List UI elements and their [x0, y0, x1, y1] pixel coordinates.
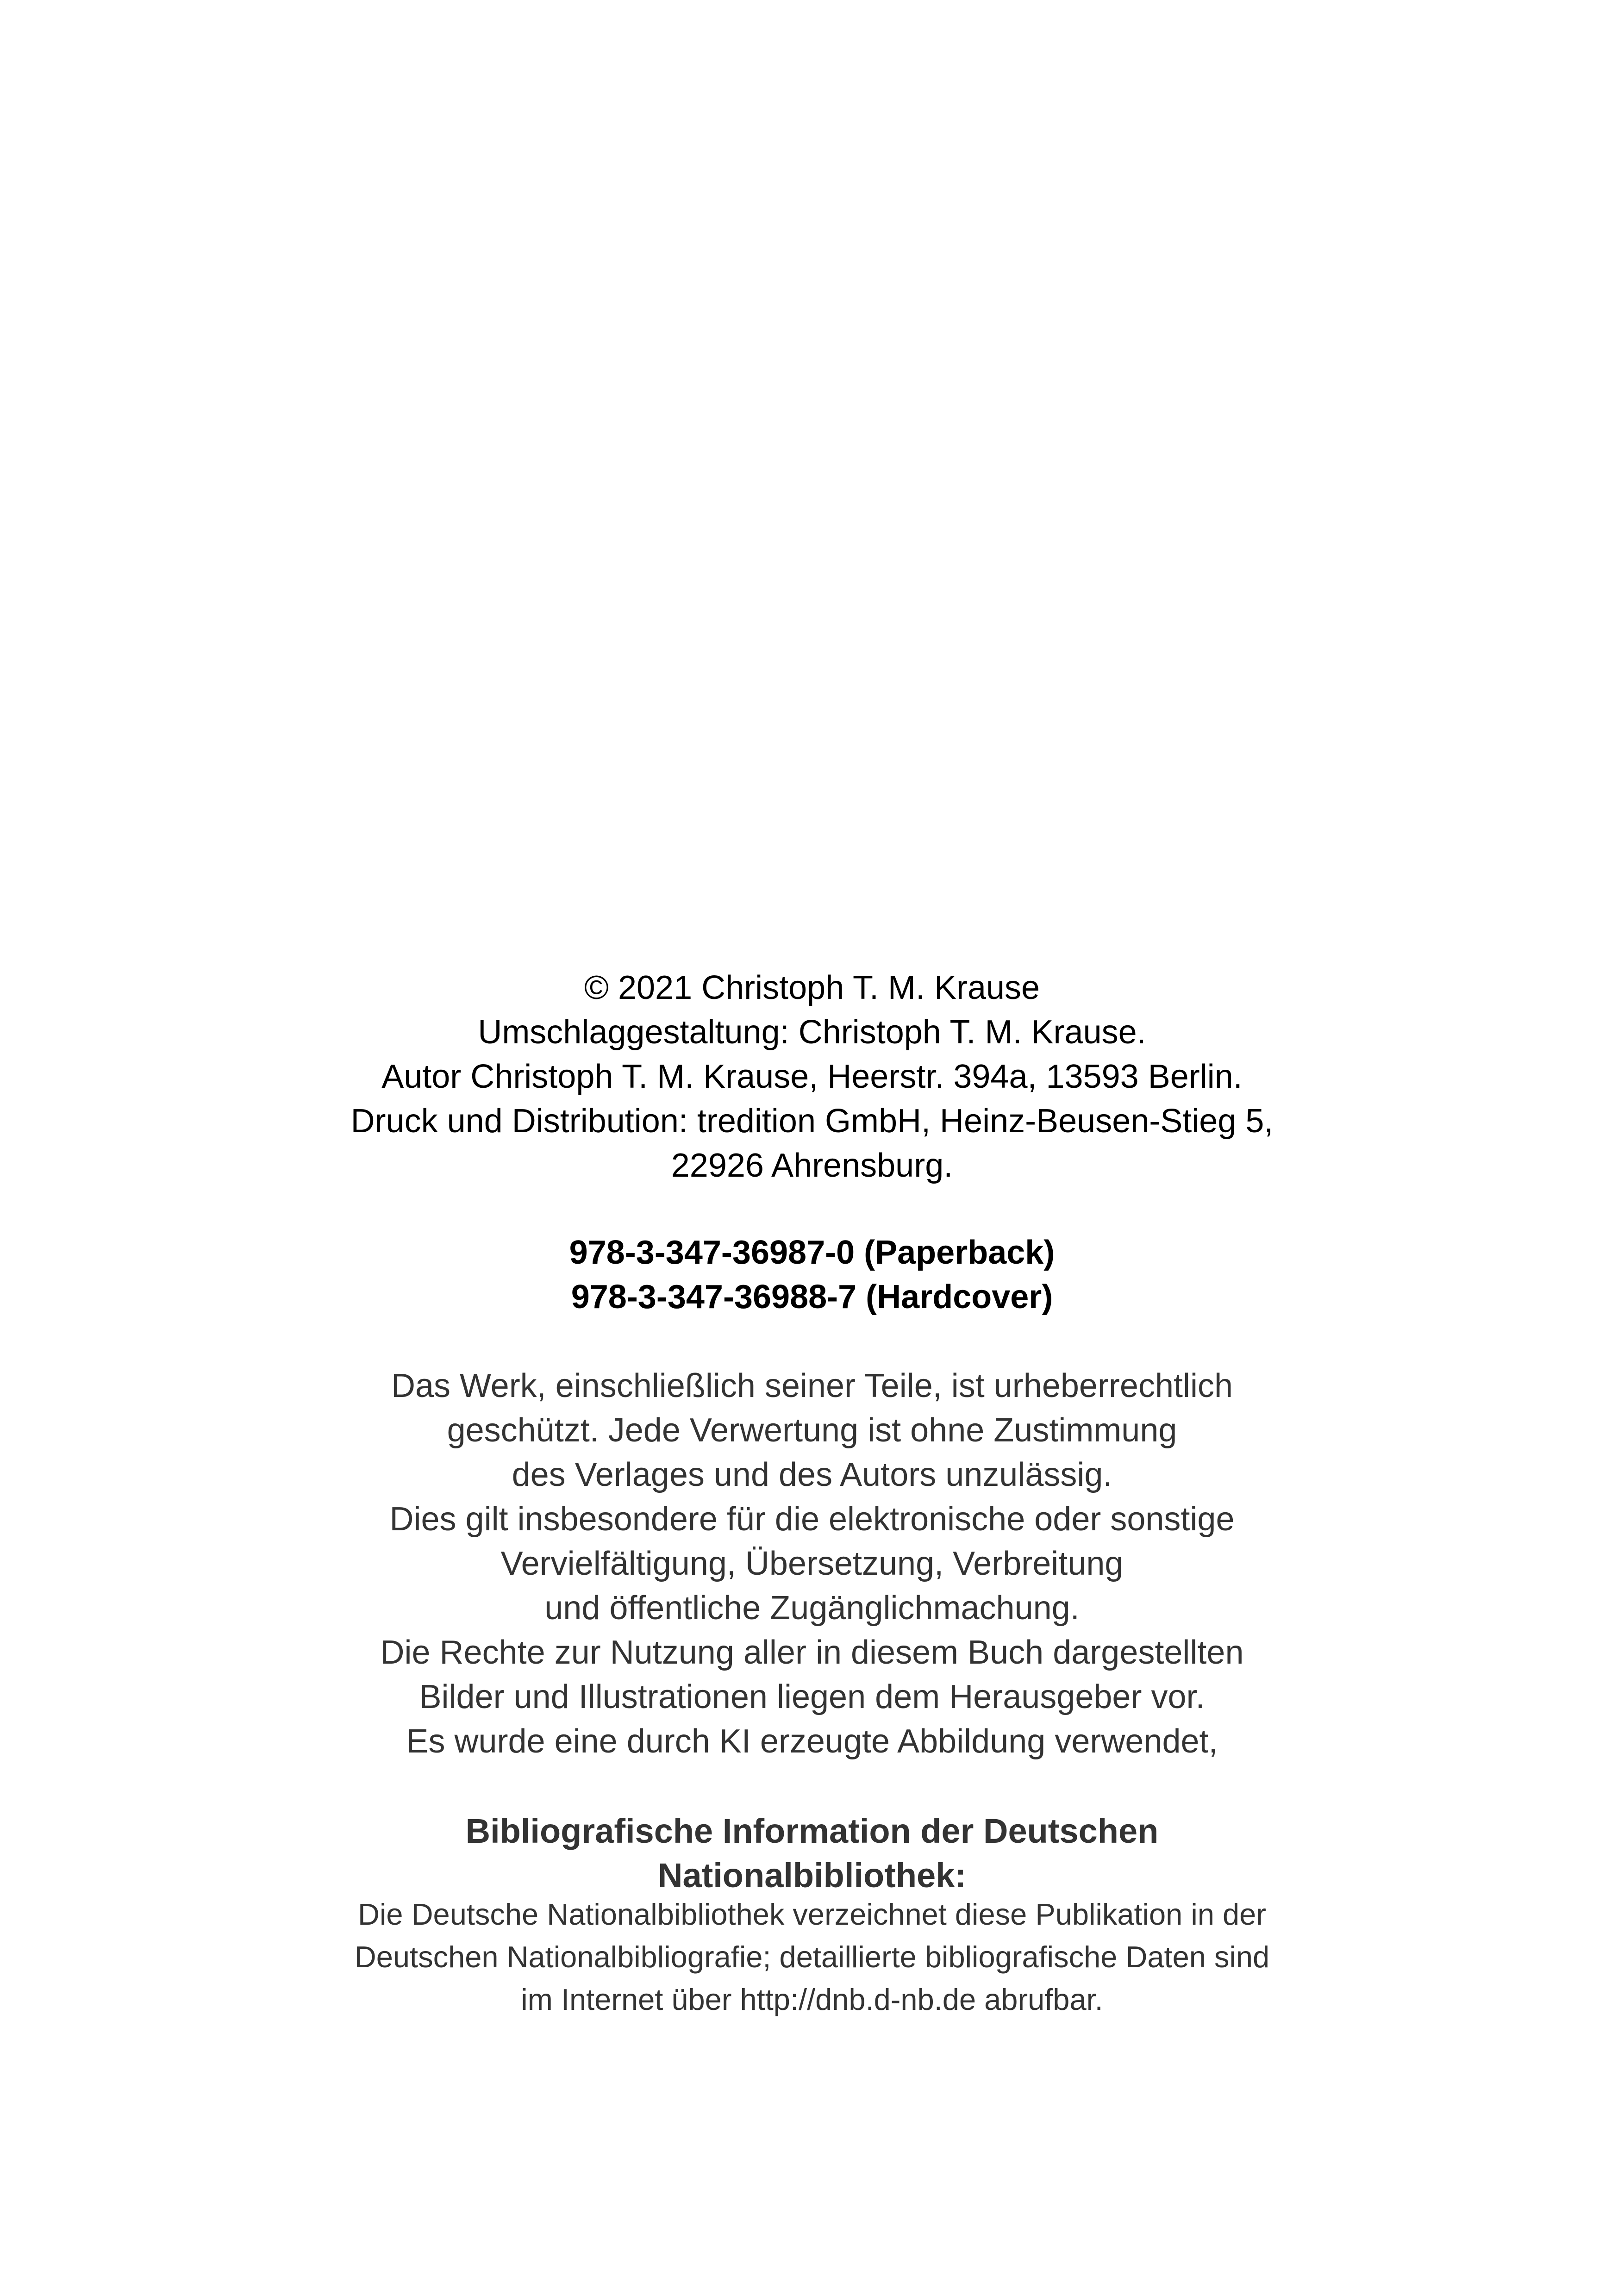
rights-notice — [0, 1364, 1624, 1764]
cover-design-line: Umschlaggestaltung: Christoph T. M. Krause. — [478, 1014, 1146, 1051]
isbn-hardcover: 978-3-347-36988-7 (Hardcover) — [571, 1278, 1053, 1316]
bibliographic-heading — [0, 1809, 1624, 1898]
bibliographic-text-line: im Internet über http://dnb.d-nb.de abrufbar. — [521, 1983, 1103, 2016]
rights-line: des Verlages und des Autors unzulässig. — [512, 1456, 1112, 1493]
rights-line: und öffentliche Zugänglichmachung. — [544, 1590, 1080, 1627]
copyright-line: © 2021 Christoph T. M. Krause — [584, 969, 1040, 1006]
rights-line: Dies gilt insbesondere für die elektronische oder sonstige — [389, 1501, 1235, 1538]
author-address-line: Autor Christoph T. M. Krause, Heerstr. 394a, 13593 Berlin. — [381, 1058, 1243, 1095]
printer-line: Druck und Distribution: tredition GmbH, Heinz-Beusen-Stieg 5, — [350, 1103, 1274, 1140]
isbn-block — [0, 1230, 1624, 1319]
copyright-block — [0, 966, 1624, 1188]
rights-line: Es wurde eine durch KI erzeugte Abbildung verwendet, — [406, 1723, 1218, 1760]
isbn-paperback: 978-3-347-36987-0 (Paperback) — [569, 1234, 1055, 1271]
printer-city-line: 22926 Ahrensburg. — [671, 1147, 953, 1184]
rights-line: Bilder und Illustrationen liegen dem Herausgeber vor. — [419, 1678, 1205, 1715]
rights-line: Das Werk, einschließlich seiner Teile, ist urheberrechtlich — [391, 1367, 1233, 1404]
bibliographic-text — [0, 1893, 1624, 2021]
rights-line: geschützt. Jede Verwertung ist ohne Zustimmung — [447, 1412, 1177, 1449]
bibliographic-text-line: Die Deutsche Nationalbibliothek verzeichnet diese Publikation in der — [358, 1897, 1266, 1931]
rights-line: Die Rechte zur Nutzung aller in diesem Buch dargestellten — [380, 1634, 1244, 1671]
bibliographic-heading-line: Nationalbibliothek: — [658, 1856, 966, 1895]
rights-line: Vervielfältigung, Übersetzung, Verbreitung — [500, 1545, 1124, 1582]
bibliographic-heading-line: Bibliografische Information der Deutschen — [465, 1812, 1159, 1850]
bibliographic-text-line: Deutschen Nationalbibliografie; detaillierte bibliografische Daten sind — [354, 1940, 1270, 1974]
